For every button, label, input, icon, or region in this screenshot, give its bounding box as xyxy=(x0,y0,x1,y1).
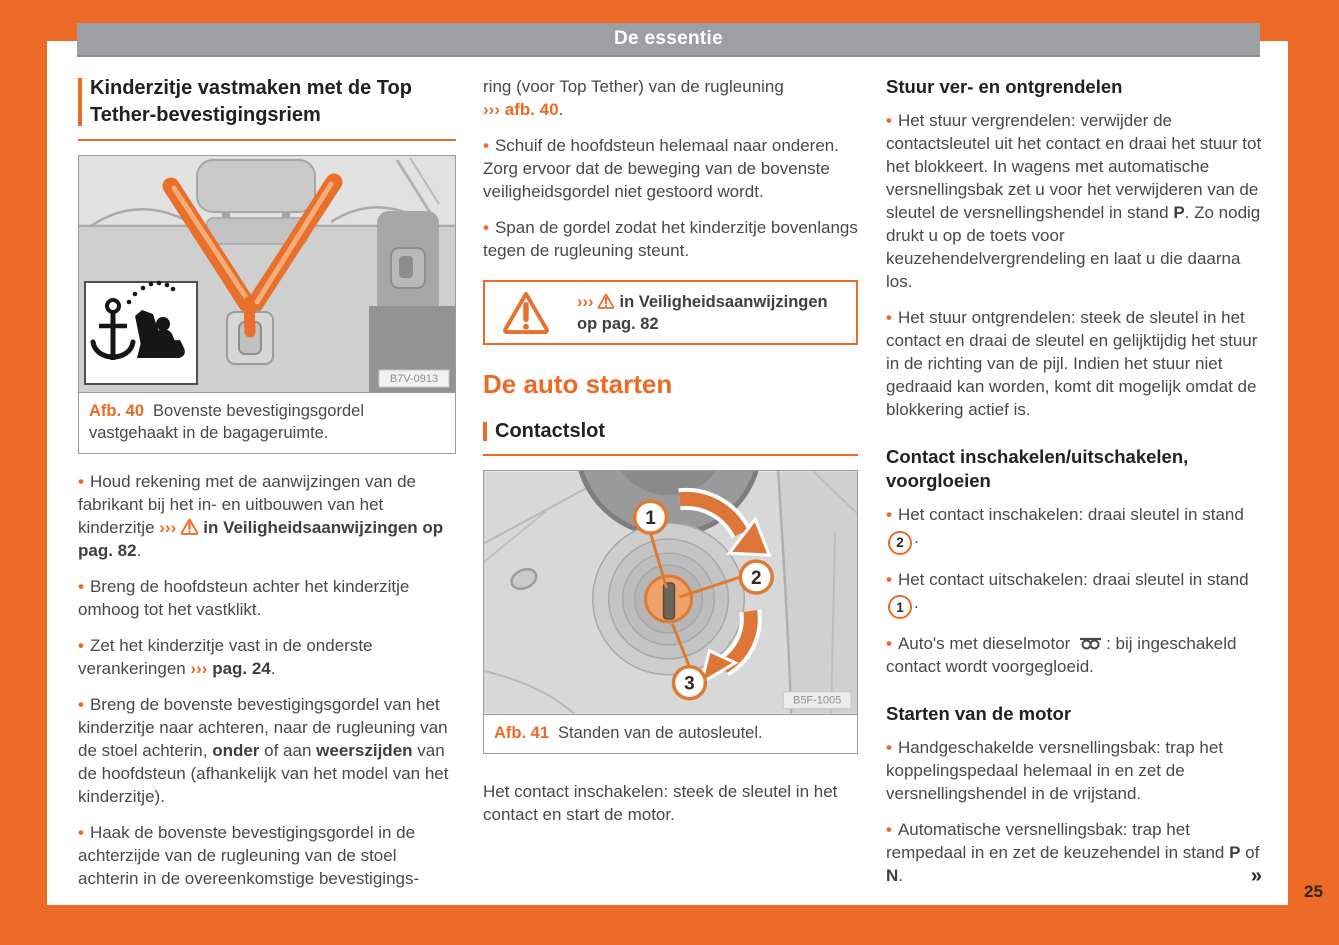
paragraph xyxy=(483,780,858,826)
list-item xyxy=(78,821,456,890)
bullet-icon: • xyxy=(483,136,489,155)
bullet-icon: • xyxy=(78,636,84,655)
cross-ref-arrows: ››› xyxy=(159,518,177,537)
sub-heading-contact: Contact inschakelen/uitschakelen, voorgloeien xyxy=(886,446,1189,491)
list-item xyxy=(886,736,1262,805)
bullet-icon: • xyxy=(483,218,489,237)
body-text: Breng de hoofdsteun achter het kinderzitje omhoog tot het vastklikt. xyxy=(78,577,410,619)
figure-caption xyxy=(79,392,455,453)
top-tether-anchor-child-seat-icon xyxy=(85,281,197,384)
body-text: . xyxy=(898,866,904,885)
body-text: : bij ingeschakeld contact wordt voorgegloeid. xyxy=(886,634,1237,676)
cross-ref-arrows: ››› xyxy=(577,292,594,311)
svg-text:2: 2 xyxy=(750,568,762,590)
body-text: Handgeschakelde versnellingsbak: trap het koppelingspedaal helemaal in en zet de versnellingshendel in de vrijstand. xyxy=(886,738,1224,803)
warning-icon xyxy=(597,293,615,309)
body-text: Het contact uitschakelen: draai sleutel in stand xyxy=(897,569,1249,589)
list-item xyxy=(78,470,456,562)
figure-caption xyxy=(484,714,857,753)
body-text: of xyxy=(1240,843,1260,862)
column-middle xyxy=(483,75,858,839)
bullet-icon: • xyxy=(886,505,892,524)
bullet-icon: • xyxy=(886,569,892,589)
figure-code: B7V-0913 xyxy=(389,373,439,385)
key-position-1-icon: 1 xyxy=(888,595,912,619)
figure-label: Afb. 40 xyxy=(89,402,145,420)
body-text: Haak de bovenste bevestigingsgordel in de achterzijde van de rugleuning van de stoel achterin in de overeenkomstige bevestigings- xyxy=(78,823,420,888)
cross-ref-bold: pag. 24 xyxy=(212,659,271,678)
bullet-icon: • xyxy=(78,472,84,491)
figure-ref-link: afb. 40 xyxy=(504,100,559,119)
bullet-icon: • xyxy=(886,738,892,757)
cross-ref-arrows: ››› xyxy=(190,659,208,678)
gear-position-bold: P xyxy=(1229,843,1241,862)
body-text: of aan xyxy=(259,741,317,760)
page-number: 25 xyxy=(1304,882,1323,901)
chapter-title-bar xyxy=(77,23,1260,57)
body-text: Span de gordel zodat het kinderzitje bovenlangs tegen de rugleuning steunt. xyxy=(483,218,858,260)
callout-1 xyxy=(635,501,667,533)
list-item xyxy=(78,634,456,680)
body-text: Automatische versnellingsbak: trap het rempedaal in en zet de keuzehendel in stand xyxy=(886,820,1230,862)
continuation-marker: » xyxy=(1250,865,1262,887)
warning-text xyxy=(577,291,846,335)
chapter-title: De essentie xyxy=(614,28,723,49)
bullet-icon: • xyxy=(886,634,892,653)
body-text: Zet het kinderzitje vast in de onderste verankeringen xyxy=(78,636,373,678)
figure-code: B5F-1005 xyxy=(793,694,842,707)
figure-caption-text: Bovenste bevestigingsgordel vastgehaakt in de bagageruimte. xyxy=(89,402,364,442)
list-item xyxy=(886,632,1262,678)
warning-bold-text: in Veiligheidsaanwijzingen op pag. 82 xyxy=(577,292,828,333)
sub-heading-starten: Starten van de motor xyxy=(886,703,1072,724)
callout-2 xyxy=(740,561,772,593)
list-item xyxy=(483,134,858,203)
body-text: Schuif de hoofdsteun helemaal naar onderen. Zorg ervoor dat de beweging van de bovenste veiligheidsgordel niet gestoord wordt. xyxy=(483,136,839,201)
bullet-icon: • xyxy=(886,111,892,130)
safety-warning-box xyxy=(483,280,858,345)
body-text: van de hoofdsteun (afhankelijk van het model van het kinderzitje). xyxy=(78,741,449,806)
chapter-section-heading: De auto starten xyxy=(483,369,673,399)
bullet-icon: • xyxy=(886,308,892,327)
bullet-icon: • xyxy=(886,820,892,839)
gear-position-bold: P xyxy=(1173,203,1185,222)
column-left xyxy=(78,75,456,903)
figure-caption-text: Standen van de autosleutel. xyxy=(558,724,763,742)
body-text: . xyxy=(914,592,919,612)
section-heading-text: Kinderzitje vastmaken met de Top Tether-bevestigingsriem xyxy=(90,77,412,126)
body-text: . xyxy=(558,100,564,119)
svg-text:3: 3 xyxy=(684,673,695,695)
figure-afb40 xyxy=(78,155,456,454)
body-text: Het stuur vergrendelen: verwijder de contactsleutel uit het contact en draai het stuur tot het blokkeert. In wagens met automatische versnellingsbak zet u voor het verwijderen van de sleutel de versnellingshendel in stand xyxy=(886,111,1262,222)
bullet-icon: • xyxy=(78,695,84,714)
key-position-2-icon: 2 xyxy=(888,531,912,555)
section-heading-kinderzitje xyxy=(78,75,456,141)
figure-label: Afb. 41 xyxy=(494,724,550,742)
body-text: ring (voor Top Tether) van de rugleuning xyxy=(483,77,784,96)
cross-ref-bold: in Veiligheidsaanwijzingen op pag. 82 xyxy=(78,518,444,560)
column-right xyxy=(886,75,1262,900)
bullet-icon: • xyxy=(78,823,84,842)
list-item xyxy=(78,693,456,808)
body-bold: weerszijden xyxy=(316,741,413,760)
body-text: Het contact inschakelen: draai sleutel in stand xyxy=(897,505,1244,524)
body-bold: onder xyxy=(212,741,260,760)
body-text: . xyxy=(270,659,276,678)
warning-icon xyxy=(501,290,551,335)
cross-ref-arrows: ››› xyxy=(483,100,500,119)
body-text: . Zo nodig drukt u op de toets voor keuzehendelvergrendeling en laat u die daarna los. xyxy=(886,203,1261,291)
callout-3 xyxy=(673,667,705,699)
diesel-glow-plug-icon xyxy=(1079,636,1102,651)
gear-position-bold: N xyxy=(886,866,899,885)
body-text: Houd rekening met de aanwijzingen van de fabrikant bij het in- en uitbouwen van het kinderzitje xyxy=(78,472,416,537)
list-item xyxy=(886,818,1262,887)
bullet-icon: • xyxy=(78,577,84,596)
body-text: Het stuur ontgrendelen: steek de sleutel in het contact en draai de sleutel en gelijktijdig het stuur in de richting van de pijl. Indien het stuur niet gedraaid kan worden, komt dit mogelijk omdat de blokkering actief is. xyxy=(886,308,1258,419)
ignition-lock-illustration xyxy=(484,471,857,714)
body-text: Breng de bovenste bevestigingsgordel van het kinderzitje naar achteren, naar de rugleuning van de stoel achterin, xyxy=(78,695,448,760)
rear-seat-top-tether-illustration xyxy=(79,156,455,392)
list-item xyxy=(886,503,1262,555)
list-item xyxy=(886,109,1262,293)
sub-heading-stuur: Stuur ver- en ontgrendelen xyxy=(886,76,1123,97)
body-text: . xyxy=(136,541,142,560)
list-item xyxy=(78,575,456,621)
body-text: Auto's met dieselmotor xyxy=(897,634,1076,653)
section-heading-contactslot xyxy=(483,419,858,456)
figure-afb41 xyxy=(483,470,858,754)
list-item xyxy=(886,306,1262,421)
body-text: Het contact inschakelen: steek de sleutel in het contact en start de motor. xyxy=(483,782,838,824)
list-item xyxy=(483,216,858,262)
body-text: . xyxy=(914,528,919,547)
list-item xyxy=(886,568,1262,620)
warning-icon xyxy=(180,518,199,535)
section-heading-text: Contactslot xyxy=(495,420,605,442)
svg-text:1: 1 xyxy=(645,508,656,530)
paragraph xyxy=(483,75,858,121)
